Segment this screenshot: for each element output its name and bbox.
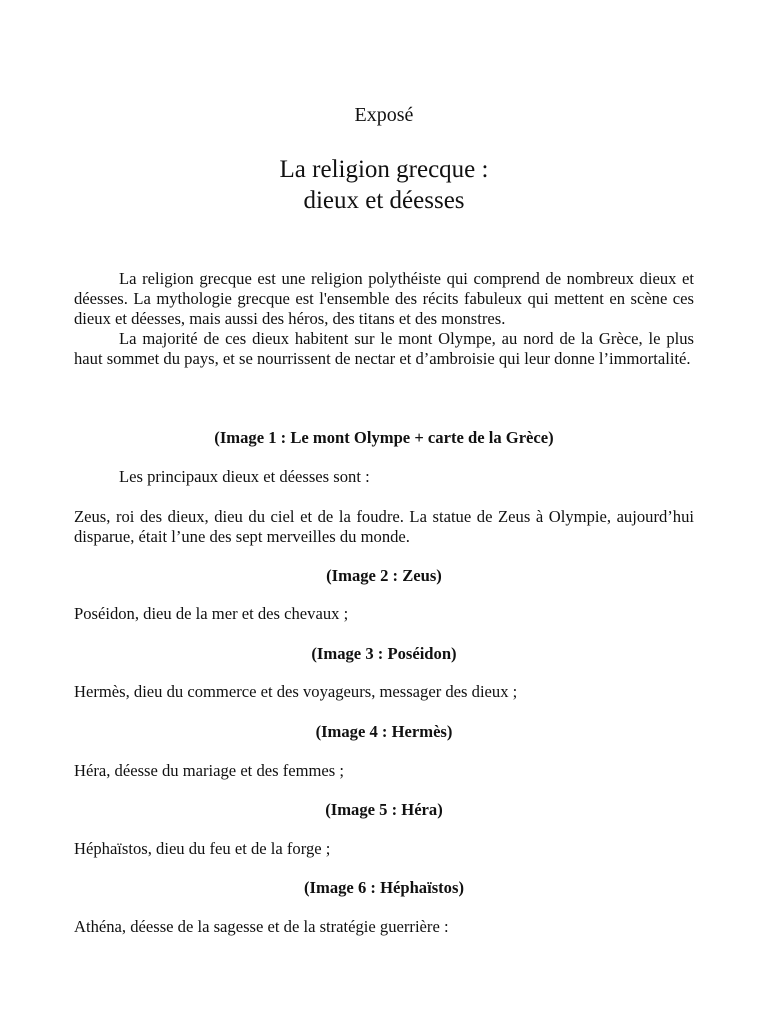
title-line-1: La religion grecque : (279, 156, 489, 183)
athena-paragraph: Athéna, déesse de la sagesse et de la stratégie guerrière : (74, 917, 449, 936)
introduction (74, 269, 694, 369)
image-caption-6: (Image 6 : Héphaïstos) (304, 878, 464, 897)
image-caption-2: (Image 2 : Zeus) (326, 566, 442, 585)
hera-paragraph: Héra, déesse du mariage et des femmes ; (74, 761, 344, 780)
image-caption-4: (Image 4 : Hermès) (315, 722, 453, 741)
poseidon-paragraph: Poséidon, dieu de la mer et des chevaux ; (74, 604, 349, 623)
image-caption-3: (Image 3 : Poséidon) (311, 644, 457, 663)
intro-paragraph-2: La majorité de ces dieux habitent sur le mont Olympe, au nord de la Grèce, le plus haut sommet du pays, et se nourrissent de nectar et d’ambroisie qui leur donne l’immortalité. (74, 329, 694, 368)
title-line-2: dieux et déesses (303, 187, 465, 214)
hephaistos-paragraph: Héphaïstos, dieu du feu et de la forge ; (74, 839, 331, 858)
image-caption-1: (Image 1 : Le mont Olympe + carte de la Grèce) (214, 428, 554, 447)
document-title (74, 154, 694, 216)
image-caption-5: (Image 5 : Héra) (325, 800, 443, 819)
zeus-paragraph: Zeus, roi des dieux, dieu du ciel et de la foudre. La statue de Zeus à Olympie, aujourd’hui disparue, était l’une des sept merveilles du monde. (74, 507, 694, 546)
hermes-paragraph: Hermès, dieu du commerce et des voyageurs, messager des dieux ; (74, 682, 518, 701)
lead-in-paragraph: Les principaux dieux et déesses sont : (119, 467, 370, 486)
document-kicker: Exposé (354, 104, 414, 126)
intro-paragraph-1: La religion grecque est une religion polythéiste qui comprend de nombreux dieux et déesses. La mythologie grecque est l'ensemble des récits fabuleux qui mettent en scène ces dieux et déesses, mais aussi des héros, des titans et des monstres. (74, 269, 694, 328)
